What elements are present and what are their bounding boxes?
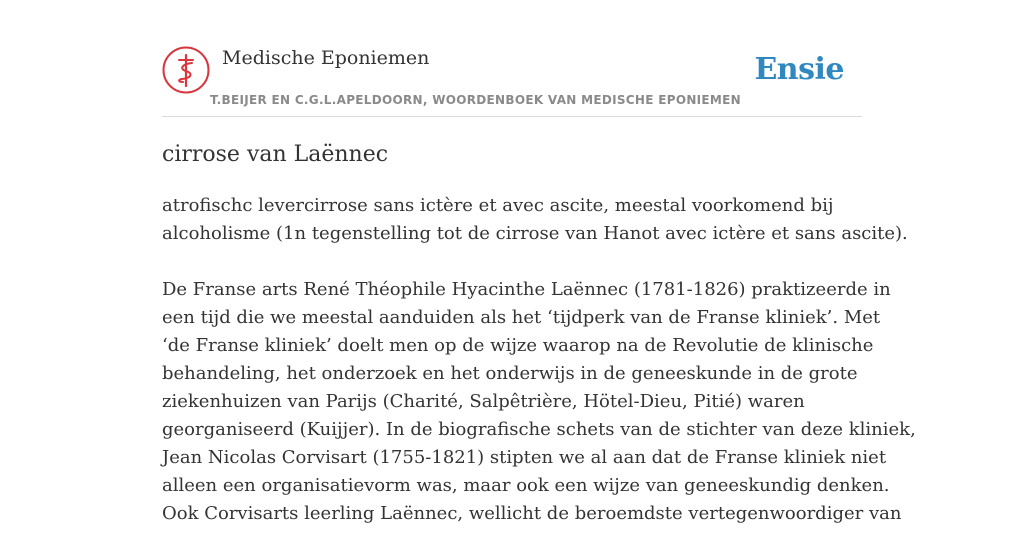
paragraph-line: Jean Nicolas Corvisart (1755-1821) stipten we al aan dat de Franse kliniek niet: [162, 447, 887, 468]
entry-body: [162, 192, 916, 556]
definition-line: atrofischc levercirrose sans ictère et avec ascite, meestal voorkomend bij: [162, 195, 834, 216]
dictionary-subtitle[interactable]: T.BEIJER EN C.G.L.APELDOORN, WOORDENBOEK VAN MEDISCHE EPONIEMEN: [210, 93, 742, 107]
definition-paragraph: [162, 192, 908, 248]
paragraph-line: alleen een organisatievorm was, maar ook een wijze van geneeskundig denken.: [162, 475, 890, 496]
entry-term: cirrose van Laënnec: [162, 142, 389, 167]
dictionary-header: [162, 46, 862, 117]
paragraph-line: De Franse arts René Théophile Hyacinthe Laënnec (1781-1826) praktizeerde in: [162, 279, 891, 300]
paragraph-line: een tijd die we meestal aanduiden als het ‘tijdperk van de Franse kliniek’. Met: [162, 307, 881, 328]
paragraph-line: ziekenhuizen van Parijs (Charité, Salpêtrière, Hötel-Dieu, Pitié) waren: [162, 391, 805, 412]
dictionary-title[interactable]: Medische Eponiemen: [222, 47, 430, 69]
paragraph-line: Ook Corvisarts leerling Laënnec, wellicht de beroemdste vertegenwoordiger van: [162, 503, 902, 524]
paragraph-line: georganiseerd (Kuijjer). In de biografische schets van de stichter van deze kliniek,: [162, 419, 916, 440]
ensie-logo[interactable]: Ensie: [754, 52, 844, 87]
paragraph-line: ‘de Franse kliniek’ doelt men op de wijze waarop na de Revolutie de klinische: [162, 335, 874, 356]
biography-paragraph: [162, 276, 916, 528]
caduceus-icon[interactable]: [162, 46, 210, 94]
paragraph-line: behandeling, het onderzoek en het onderwijs in de geneeskunde in de grote: [162, 363, 858, 384]
definition-line: alcoholisme (1n tegenstelling tot de cirrose van Hanot avec ictère et sans ascite).: [162, 223, 908, 244]
